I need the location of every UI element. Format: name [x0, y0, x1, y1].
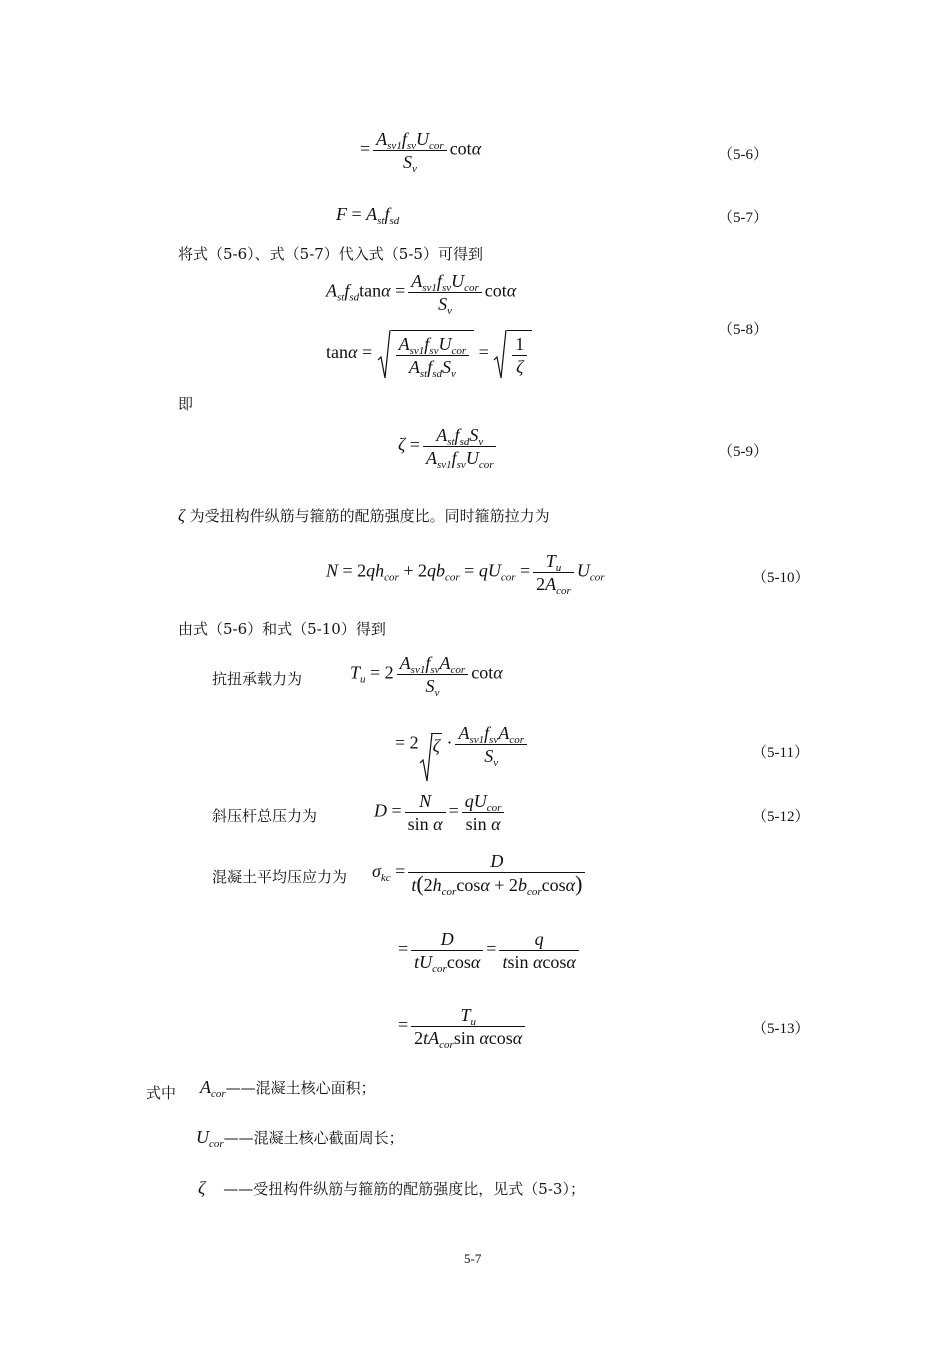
- legend-u-cor: $U_{cor}——$混凝土核心截面周长；: [196, 1127, 404, 1150]
- equation-5-6: = $\frac{A_{sv1}f_{sv}U_{cor}}{S_v}$ cotα: [360, 129, 482, 175]
- equation-5-11: = 2 ζ · $\frac{A_{sv1}f_{sv}A_{cor}}{S_v}$: [395, 722, 530, 767]
- concrete-stress-label: 混凝土平均压应力为: [212, 868, 348, 886]
- ji-text: 即: [178, 395, 194, 413]
- legend-zeta-text: ——受扭构件纵筋与箍筋的配筋强度比，见式（5-3）；: [223, 1180, 585, 1198]
- radical-sign: [377, 330, 391, 380]
- legend-a-cor: $A_{cor}——$混凝土核心面积；: [200, 1077, 376, 1100]
- legend-zeta: ζ ——受扭构件纵筋与箍筋的配筋强度比，见式（5-3）；: [198, 1178, 585, 1198]
- equation-5-7: $F = A_{st}f_{sd}$: [336, 204, 400, 227]
- radical-sign: [493, 330, 507, 380]
- equation-5-8-line2: tanα = $\frac{A_{sv1}f_{sv}U_{cor}}{A_{st}f_{sd}S_v}$ = $\frac{1}{\zeta}$: [326, 330, 532, 378]
- equation-concrete-stress-line1: $\sigma_{kc}$ = $\frac{D}{t(2h_{cor}\cos\alpha + 2b_{cor}\cos\alpha)}$: [372, 850, 588, 896]
- torsion-capacity-label: 抗扭承载力为: [212, 670, 303, 688]
- legend-u-cor-text: ——混凝土核心截面周长；: [223, 1129, 404, 1147]
- equation-number-5-13: （5-13）: [752, 1021, 810, 1037]
- equation-number-5-8: （5-8）: [718, 322, 768, 338]
- equation-torsion-capacity: $T_u = 2$ $\frac{A_{sv1}f_{sv}A_{cor}}{S_v}$ cotα: [350, 653, 503, 699]
- equation-number-5-11: （5-11）: [752, 745, 809, 761]
- zeta-description-text: 为受扭构件纵筋与箍筋的配筋强度比。同时箍筋拉力为: [189, 507, 550, 525]
- equation-5-12: D = $\frac{N}{\text{sin α}}$ = $\frac{qU_{cor}}{\text{sin α}}$: [374, 790, 507, 835]
- equation-5-13: = $\frac{T_u}{2tA_{cor}\sin \alpha\cos\alpha}$: [398, 1004, 528, 1049]
- equation-number-5-7: （5-7）: [718, 210, 768, 226]
- strut-force-label: 斜压杆总压力为: [212, 807, 318, 825]
- equation-5-8-line1: $A_{st}f_{sd}\tan\alpha$ = $\frac{A_{sv1}f_{sv}U_{cor}}{S_v}$ cotα: [326, 271, 517, 317]
- radical-sign: [419, 733, 433, 783]
- page-number: 5-7: [464, 1251, 482, 1266]
- legend-a-cor-text: ——混凝土核心面积；: [225, 1079, 376, 1097]
- equation-number-5-9: （5-9）: [718, 444, 768, 460]
- from-equations-text: 由式（5-6）和式（5-10）得到: [178, 620, 386, 638]
- equation-number-5-6: （5-6）: [718, 147, 768, 163]
- equation-number-5-10: （5-10）: [752, 570, 810, 586]
- substitute-text: 将式（5-6）、式（5-7）代入式（5-5）可得到: [178, 245, 483, 263]
- equation-number-5-12: （5-12）: [752, 809, 810, 825]
- equation-concrete-stress-line2: = $\frac{D}{tU_{cor}\cos\alpha}$ = $\frac{q}{\text{tsin αcosα}}$: [398, 928, 582, 973]
- legend-intro: 式中: [146, 1084, 177, 1102]
- equation-5-10: $N = 2qh_{cor} + 2qb_{cor} = qU_{cor}$ = $\frac{T_u}{2A_{cor}}$ $U_{cor}$: [326, 551, 605, 597]
- equation-5-9: ζ = $\frac{A_{st}f_{sd}S_v}{A_{sv1}f_{sv}U_{cor}}$: [398, 424, 499, 469]
- zeta-description: ζ 为受扭构件纵筋与箍筋的配筋强度比。同时箍筋拉力为: [178, 506, 550, 525]
